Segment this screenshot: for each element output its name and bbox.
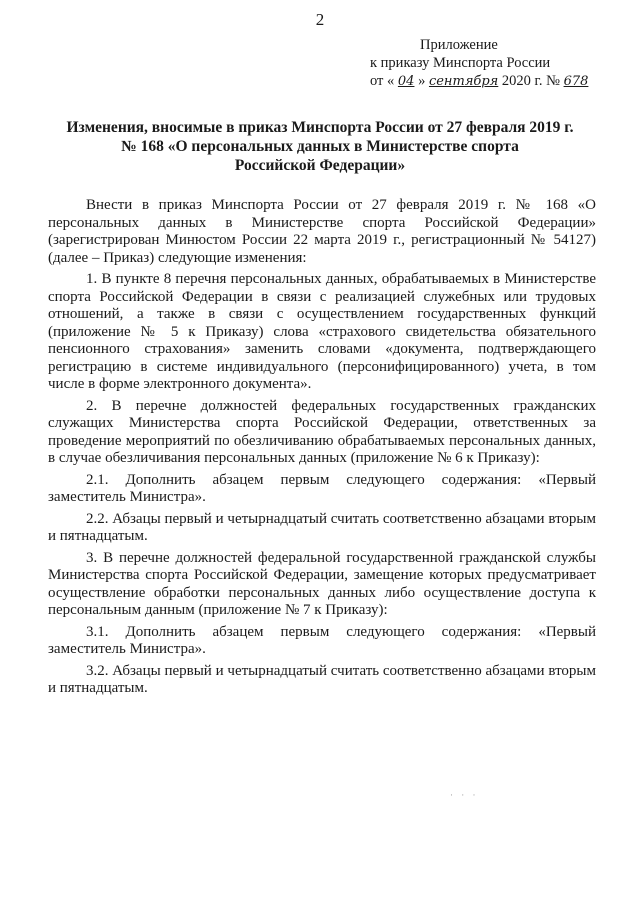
date-quote: » [418,73,426,89]
paragraph-item-2-2: 2.2. Абзацы первый и четырнадцатый считать соответственно абзацами вторым и пятнадцатым. [48,510,596,544]
appendix-order-ref: к приказу Минспорта России [370,55,551,71]
document-title [60,118,580,175]
paragraph-item-3: 3. В перечне должностей федеральной государственной гражданской службы Министерства спорта Российской Федерации, замещение которых предусматривает осуществление обработки персональных данных либо осуществление доступа к персональным данным (приложение № 7 к Приказу): [48,549,596,618]
paragraph-item-2: 2. В перечне должностей федеральных государственных гражданских служащих Министерства спорта Российской Федерации, ответственных за проведение мероприятий по обезличиванию обрабатываемых персональных данных, в случае обезличивания персональных данных (приложение № 6 к Приказу): [48,397,596,466]
paragraph-intro: Внести в приказ Минспорта России от 27 февраля 2019 г. № 168 «О персональных данных в Министерстве спорта Российской Федерации» (зарегистрирован Минюстом России 22 марта 2019 г., регистрационный № 54127) (далее – Приказ) следующие изменения: [48,197,596,266]
date-year: 2020 г. № [501,73,560,89]
handwritten-number: 678 [563,74,589,89]
document-body [48,197,596,702]
date-prefix: от « [370,73,395,89]
title-line-2: № 168 «О персональных данных в Министерстве спорта [121,138,519,155]
title-line-3: Российской Федерации» [234,157,406,174]
paragraph-item-3-1: 3.1. Дополнить абзацем первым следующего содержания: «Первый заместитель Министра». [48,623,596,657]
handwritten-month: сентября [428,74,499,89]
appendix-block [370,36,588,91]
scan-noise: · · · [450,790,479,800]
page-number: 2 [315,10,325,29]
paragraph-item-1: 1. В пункте 8 перечня персональных данных, обрабатываемых в Министерстве спорта Российской Федерации в связи с реализацией служебных или трудовых отношений, а также в связи с осуществлением государственных функций (приложение № 5 к Приказу) слова «страхового свидетельства обязательного пенсионного страхования» заменить словами «документа, подтверждающего регистрацию в системе индивидуального (персонифицированного) учета, в том числе в форме электронного документа». [48,271,596,392]
title-line-1: Изменения, вносимые в приказ Минспорта России от 27 февраля 2019 г. [66,119,574,136]
appendix-label: Приложение [420,37,498,53]
appendix-date-line [370,72,588,91]
paragraph-item-3-2: 3.2. Абзацы первый и четырнадцатый считать соответственно абзацами вторым и пятнадцатым. [48,662,596,696]
paragraph-item-2-1: 2.1. Дополнить абзацем первым следующего содержания: «Первый заместитель Министра». [48,471,596,505]
handwritten-day: 04 [397,74,415,89]
